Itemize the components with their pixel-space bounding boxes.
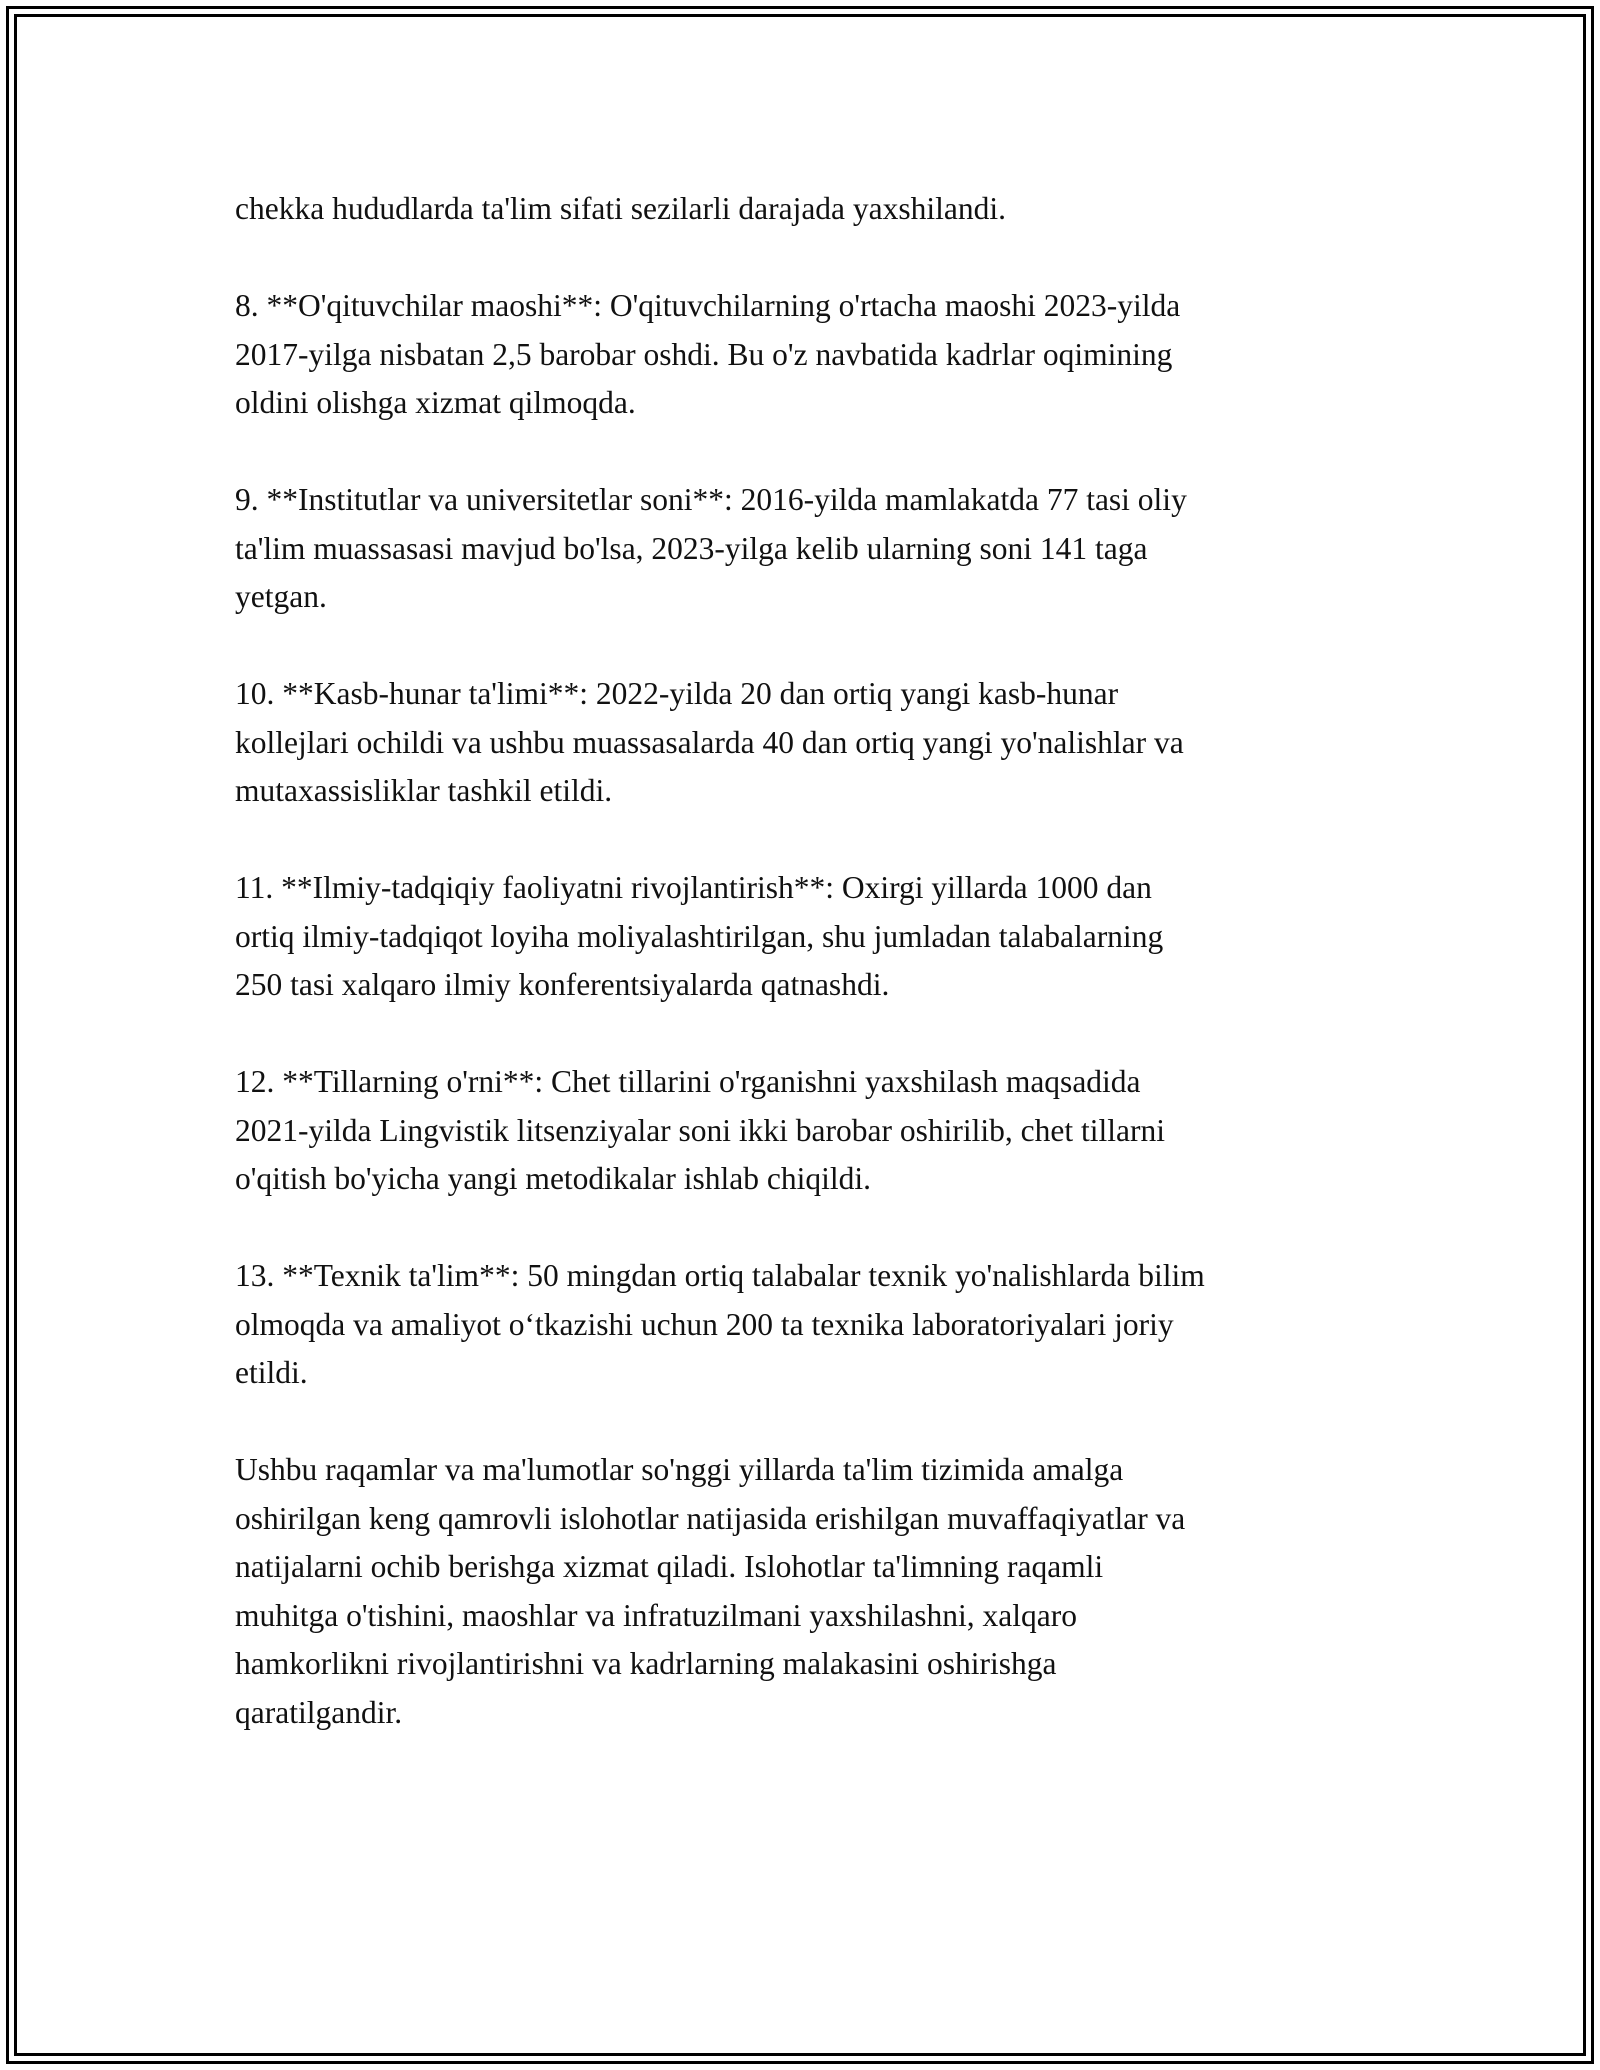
document-body <box>235 185 1385 1737</box>
list-item-12-languages: 12. **Tillarning o'rni**: Chet tillarini o'rganishni yaxshilash maqsadida 2021-yilda Lingvistik litsenziyalar soni ikki barobar oshirilib, chet tillarni o'qitish bo'yicha yangi metodikalar ishlab chiqildi. <box>235 1064 1165 1196</box>
list-item-8-teacher-salaries: 8. **O'qituvchilar maoshi**: O'qituvchilarning o'rtacha maoshi 2023-yilda 2017-yilga nisbatan 2,5 barobar oshdi. Bu o'z navbatida kadrlar oqimining oldini olishga xizmat qilmoqda. <box>235 288 1181 420</box>
list-item-13-technical-education: 13. **Texnik ta'lim**: 50 mingdan ortiq talabalar texnik yo'nalishlarda bilim olmoqda va amaliyot o‘tkazishi uchun 200 ta texnika laboratoriyalari joriy etildi. <box>235 1258 1205 1390</box>
list-item-10-vocational-education: 10. **Kasb-hunar ta'limi**: 2022-yilda 20 dan ortiq yangi kasb-hunar kollejlari ochildi va ushbu muassasalarda 40 dan ortiq yangi yo'nalishlar va mutaxassisliklar tashkil etildi. <box>235 676 1184 808</box>
list-item-9-institutions-count: 9. **Institutlar va universitetlar soni**: 2016-yilda mamlakatda 77 tasi oliy ta'lim muassasasi mavjud bo'lsa, 2023-yilga kelib ularning soni 141 taga yetgan. <box>235 482 1187 614</box>
paragraph-conclusion: Ushbu raqamlar va ma'lumotlar so'nggi yillarda ta'lim tizimida amalga oshirilgan keng qamrovli islohotlar natijasida erishilgan muvaffaqiyatlar va natijalarni ochib berishga xizmat qiladi. Islohotlar ta'limning raqamli muhitga o'tishini, maoshlar va infratuzilmani yaxshilashni, xalqaro hamkorlikni rivojlantirishni va kadrlarning malakasini oshirishga qaratilgandir. <box>235 1452 1186 1730</box>
list-item-11-research-activity: 11. **Ilmiy-tadqiqiy faoliyatni rivojlantirish**: Oxirgi yillarda 1000 dan ortiq ilmiy-tadqiqot loyiha moliyalashtirilgan, shu jumladan talabalarning 250 tasi xalqaro ilmiy konferentsiyalarda qatnashdi. <box>235 870 1164 1002</box>
paragraph-intro-continuation: chekka hududlarda ta'lim sifati sezilarli darajada yaxshilandi. <box>235 191 1007 226</box>
